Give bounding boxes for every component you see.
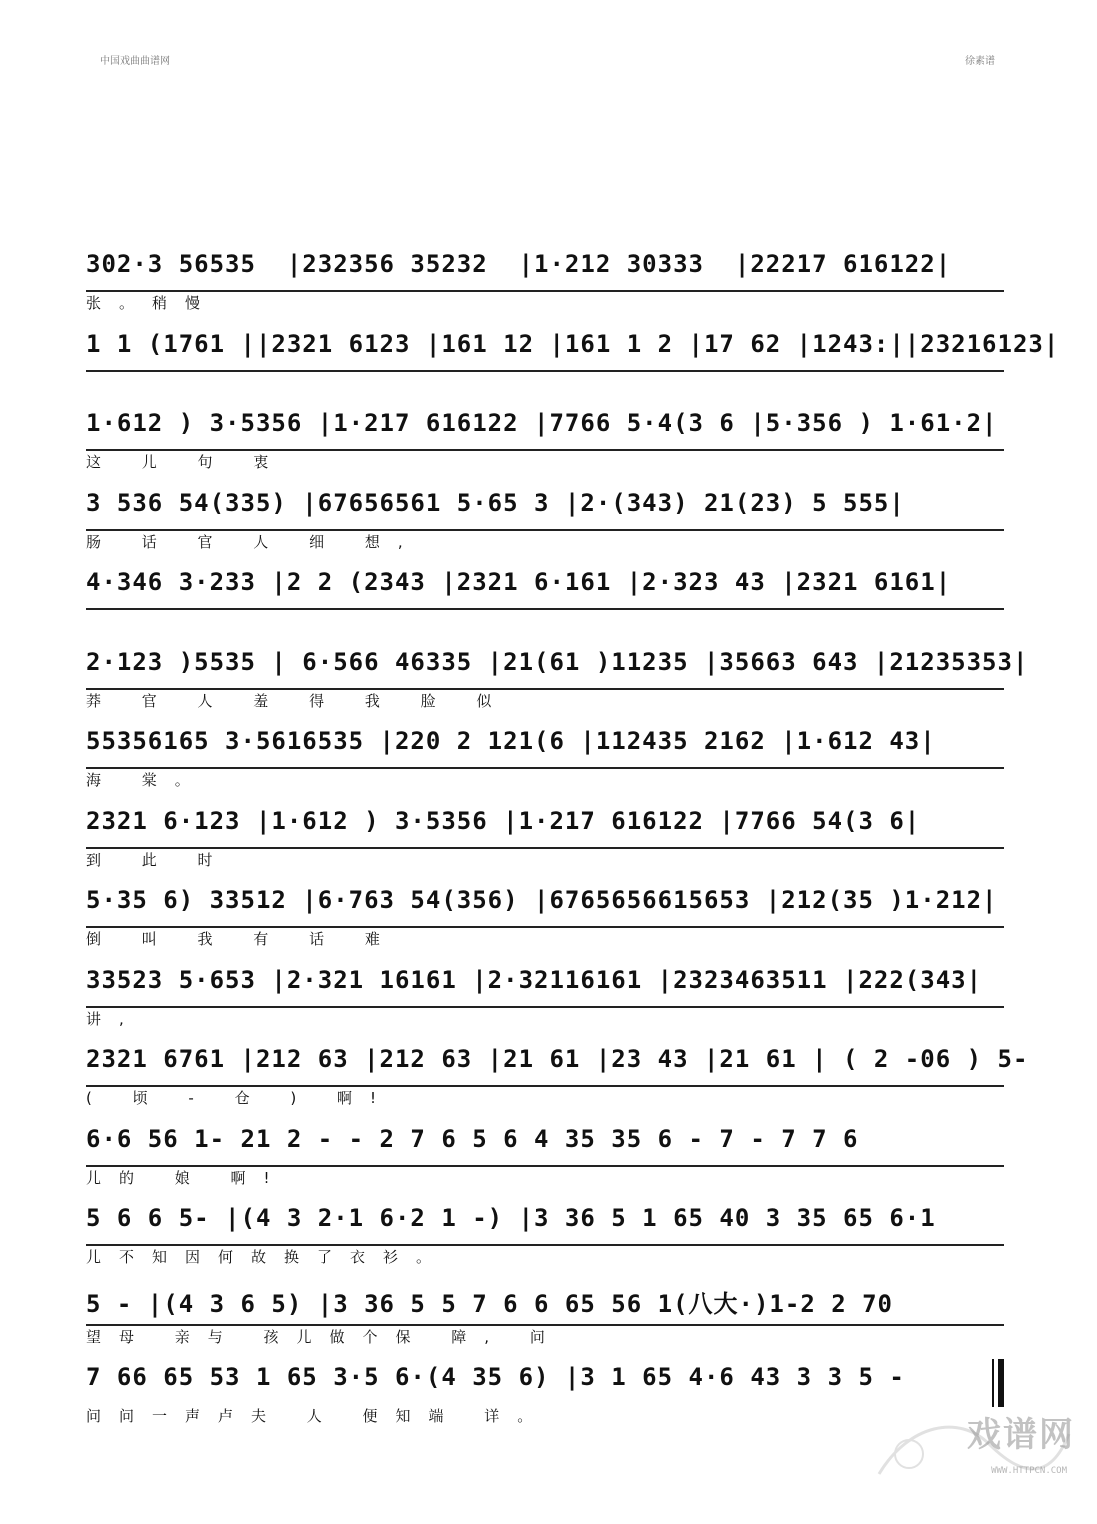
lyrics: 莽 官 人 羞 得 我 脸 似 bbox=[86, 691, 510, 710]
lyrics: 张。稍慢 bbox=[86, 294, 219, 312]
notation: 3 536 54(335) |67656561 5·65 3 |2·(343) 21(23) 5 555| bbox=[86, 489, 1004, 531]
notation: 1·612 ) 3·5356 |1·217 616122 |7766 5·4(3 6 |5·356 ) 1·61·2| bbox=[86, 409, 1004, 451]
lyrics bbox=[86, 372, 1004, 394]
lyrics bbox=[86, 610, 1004, 632]
score-line bbox=[86, 1274, 1004, 1354]
notation: 5 6 6 5- |(4 3 2·1 6·2 1 -) |3 36 5 1 65 40 3 35 65 6·1 bbox=[86, 1204, 1004, 1246]
notation: 302·3 56535 |232356 35232 |1·212 30333 |22217 616122| bbox=[86, 250, 1004, 292]
lyrics: ( 顷 - 仓 ) 啊! bbox=[86, 1089, 394, 1107]
notation: 1 1 (1761 ||2321 6123 |161 12 |161 1 2 |17 62 |1243:||23216123| bbox=[86, 330, 1004, 372]
score-line bbox=[86, 1115, 1004, 1195]
notation: 2321 6761 |212 63 |212 63 |21 61 |23 43 |21 61 | ( 2 -06 ) 5- bbox=[86, 1045, 1004, 1087]
notation: 2·123 )5535 | 6·566 46335 |21(61 )11235 |35663 643 |21235353| bbox=[86, 648, 1004, 690]
score bbox=[86, 240, 1060, 1433]
score-line bbox=[86, 1035, 1029, 1115]
notation: 4·346 3·233 |2 2 (2343 |2321 6·161 |2·323 43 |2321 6161| bbox=[86, 568, 1004, 610]
lyrics: 儿的 娘 啊! bbox=[86, 1168, 288, 1187]
score-line bbox=[86, 956, 1004, 1036]
score-line bbox=[86, 638, 1029, 718]
lyrics: 望母 亲与 孩儿做个保 障, 问 bbox=[86, 1327, 563, 1346]
notation: 2321 6·123 |1·612 ) 3·5356 |1·217 616122 |7766 54(3 6| bbox=[86, 807, 1004, 849]
score-line bbox=[86, 479, 1004, 559]
lyrics: 问问一声卢夫 人 便知端 详。 bbox=[86, 1407, 551, 1425]
score-line bbox=[86, 240, 1004, 320]
score-line bbox=[86, 1194, 1004, 1274]
lyrics: 海 棠。 bbox=[86, 771, 208, 789]
notation: 55356165 3·5616535 |220 2 121(6 |112435 2162 |1·612 43| bbox=[86, 727, 1004, 769]
watermark-url: WWW.HTTPCN.COM bbox=[991, 1466, 1067, 1476]
score-line bbox=[86, 399, 1004, 479]
lyrics: 讲, bbox=[86, 1009, 142, 1028]
lyrics: 这 儿 句 衷 bbox=[86, 453, 287, 471]
notation: 7 66 65 53 1 65 3·5 6·(4 35 6) |3 1 65 4·6 43 3 3 5 - bbox=[86, 1363, 905, 1391]
score-line bbox=[86, 717, 1004, 797]
notation: 6·6 56 1- 21 2 - - 2 7 6 5 6 4 35 35 6 - 7 - 7 7 6 bbox=[86, 1125, 1004, 1167]
score-line bbox=[86, 320, 1060, 400]
score-line bbox=[86, 1353, 1004, 1433]
watermark-text: 戏谱网 bbox=[967, 1415, 1075, 1455]
lyrics: 儿不知因何故换了衣衫。 bbox=[86, 1248, 450, 1266]
score-line bbox=[86, 797, 1004, 877]
score-line bbox=[86, 558, 1004, 638]
lyrics: 到 此 时 bbox=[86, 850, 231, 869]
barline bbox=[992, 1359, 994, 1407]
final-barline bbox=[998, 1359, 1004, 1407]
notation: 5·35 6) 33512 |6·763 54(356) |6765656615653 |212(35 )1·212| bbox=[86, 886, 1004, 928]
score-line bbox=[86, 876, 1004, 956]
site-name: 中国戏曲曲谱网 bbox=[100, 56, 170, 67]
author-name: 徐素谱 bbox=[965, 56, 995, 67]
notation: 33523 5·653 |2·321 16161 |2·32116161 |2323463511 |222(343| bbox=[86, 966, 1004, 1008]
notation: 5 - |(4 3 6 5) |3 36 5 5 7 6 6 65 56 1(八大·)1-2 2 70 bbox=[86, 1284, 1004, 1326]
lyrics: 肠 话 官 人 细 想, bbox=[86, 532, 421, 551]
lyrics: 倒 叫 我 有 话 难 bbox=[86, 930, 398, 948]
